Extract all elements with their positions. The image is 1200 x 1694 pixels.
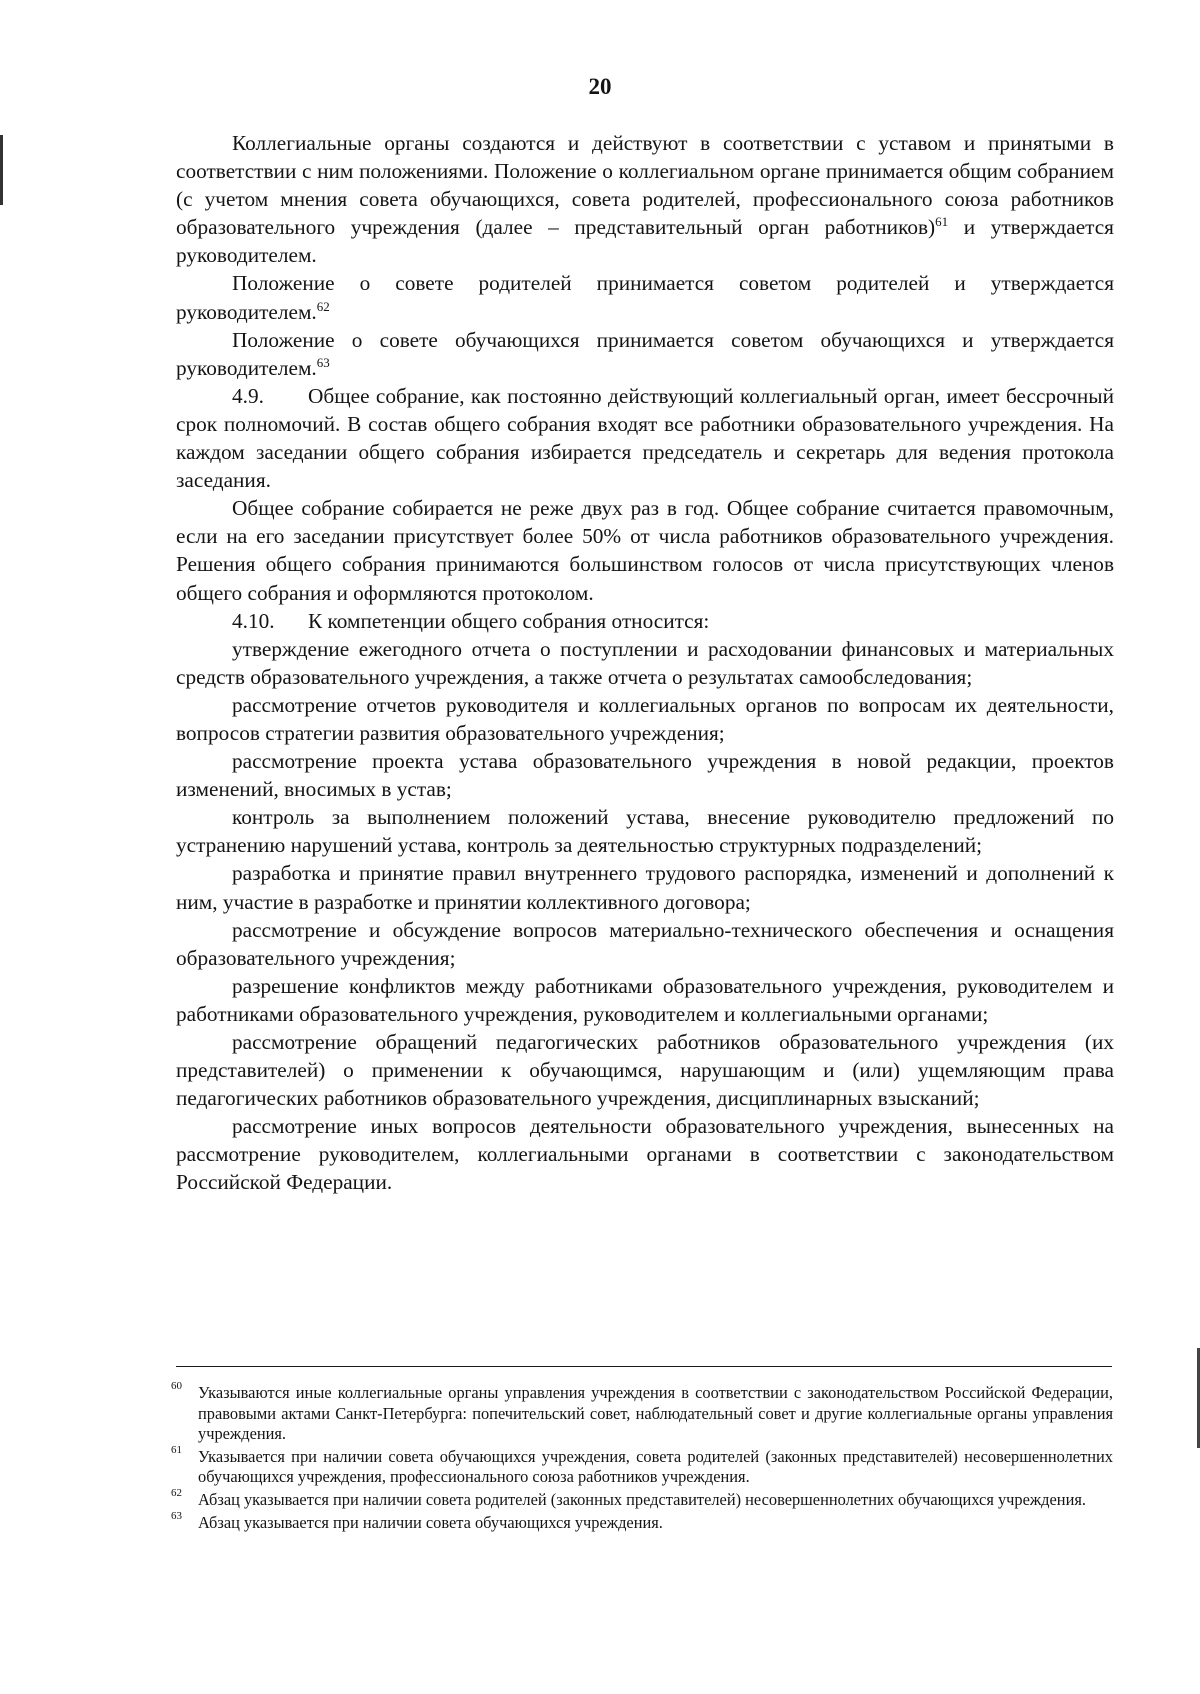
footnote	[171, 1380, 1113, 1445]
list-item	[176, 747, 1114, 803]
footnote-marker: 61	[171, 1443, 182, 1456]
footnote-divider	[176, 1366, 1112, 1367]
paragraph-text: Общее собрание собирается не реже двух раз в год. Общее собрание считается правомочным, если на его заседании присутствует более 50% от числа работников образовательного учреждения. Решения общего собрания принимаются большинством голосов от числа присутствующих членов общего собрания и оформляются протоколом.	[176, 496, 1114, 605]
footnote-marker: 62	[171, 1486, 182, 1499]
paragraph-text: разрешение конфликтов между работниками образовательного учреждения, руководителем и работниками образовательного учреждения, руководителем и коллегиальными органами;	[176, 973, 1114, 1026]
list-item	[176, 1028, 1114, 1112]
paragraph	[176, 326, 1114, 382]
item-number: 4.10.	[232, 608, 275, 633]
footnote-marker: 60	[171, 1380, 182, 1392]
footnote-ref: 61	[935, 214, 949, 230]
paragraph-text: рассмотрение отчетов руководителя и коллегиальных органов по вопросам их деятельности, вопросов стратегии развития образовательного учреждения;	[176, 692, 1114, 745]
footnote-ref: 63	[316, 354, 330, 370]
paragraph-text: рассмотрение и обсуждение вопросов материально-технического обеспечения и оснащения образовательного учреждения;	[176, 917, 1114, 970]
list-item	[176, 635, 1114, 691]
paragraph-text: К компетенции общего собрания относится:	[308, 608, 710, 633]
footnote	[171, 1509, 1113, 1534]
paragraph	[176, 269, 1114, 325]
paragraph-text: рассмотрение проекта устава образовательного учреждения в новой редакции, проектов изменений, вносимых в устав;	[176, 749, 1114, 802]
footnote-ref: 62	[316, 298, 330, 314]
numbered-paragraph	[176, 382, 1114, 494]
footnote	[171, 1443, 1113, 1488]
paragraph	[176, 494, 1114, 606]
footnote-text: Указываются иные коллегиальные органы управления учреждения в соответствии с законодательством Российской Федерации, правовыми актами Санкт-Петербурга: попечительский совет, наблюдательный совет и другие коллегиальные органы управления учреждения.	[198, 1383, 1113, 1444]
footnote-text: Абзац указывается при наличии совета обучающихся учреждения.	[198, 1512, 663, 1532]
paragraph-text: Положение о совете обучающихся принимается советом обучающихся и утверждается руководителем.	[176, 327, 1114, 380]
footnote-marker: 63	[171, 1509, 182, 1522]
list-item	[176, 803, 1114, 859]
paragraph-text: рассмотрение иных вопросов деятельности образовательного учреждения, вынесенных на рассмотрение руководителем, коллегиальными органами в соответствии с законодательством Российской Федерации.	[176, 1114, 1114, 1195]
footnote-text: Абзац указывается при наличии совета родителей (законных представителей) несовершеннолетних обучающихся учреждения.	[198, 1489, 1086, 1509]
paragraph-text: Коллегиальные органы создаются и действуют в соответствии с уставом и принятыми в соответствии с ним положениями. Положение о коллегиальном органе принимается общим собранием (с учетом мнения совета обучающихся, совета родителей, профессионального союза работников образовательного учреждения (далее – представительный орган работников)	[176, 131, 1114, 240]
list-item	[176, 916, 1114, 972]
item-number: 4.9.	[232, 383, 264, 408]
main-text	[176, 129, 1114, 1197]
paragraph-text: и утверждается руководителем.	[176, 215, 1114, 268]
paragraph-text: утверждение ежегодного отчета о поступлении и расходовании финансовых и материальных средств образовательного учреждения, а также отчета о результатах самообследования;	[176, 636, 1114, 689]
footnote	[171, 1486, 1113, 1511]
scan-margin-mark	[0, 135, 3, 205]
paragraph	[176, 129, 1114, 269]
footnotes	[171, 1380, 1113, 1535]
list-item	[176, 859, 1114, 915]
paragraph-text: контроль за выполнением положений устава, внесение руководителю предложений по устранению нарушений устава, контроль за деятельностью структурных подразделений;	[176, 805, 1114, 858]
list-item	[176, 691, 1114, 747]
page-number: 20	[588, 74, 612, 99]
footnote-text: Указывается при наличии совета обучающихся учреждения, совета родителей (законных представителей) несовершеннолетних обучающихся учреждения, профессионального союза работников учреждения.	[198, 1446, 1113, 1487]
paragraph-text: рассмотрение обращений педагогических работников образовательного учреждения (их представителей) о применении к обучающимся, нарушающим и (или) ущемляющим права педагогических работников образовательного учреждения, дисциплинарных взысканий;	[176, 1030, 1114, 1111]
list-item	[176, 1112, 1114, 1196]
list-item	[176, 972, 1114, 1028]
paragraph-text: Общее собрание, как постоянно действующий коллегиальный орган, имеет бессрочный срок полномочий. В состав общего собрания входят все работники образовательного учреждения. На каждом заседании общего собрания избирается председатель и секретарь для ведения протокола заседания.	[176, 383, 1114, 493]
numbered-paragraph	[176, 607, 1114, 635]
paragraph-text: разработка и принятие правил внутреннего трудового распорядка, изменений и дополнений к ним, участие в разработке и принятии коллективного договора;	[176, 861, 1114, 914]
paragraph-text: Положение о совете родителей принимается советом родителей и утверждается руководителем.	[176, 271, 1114, 324]
